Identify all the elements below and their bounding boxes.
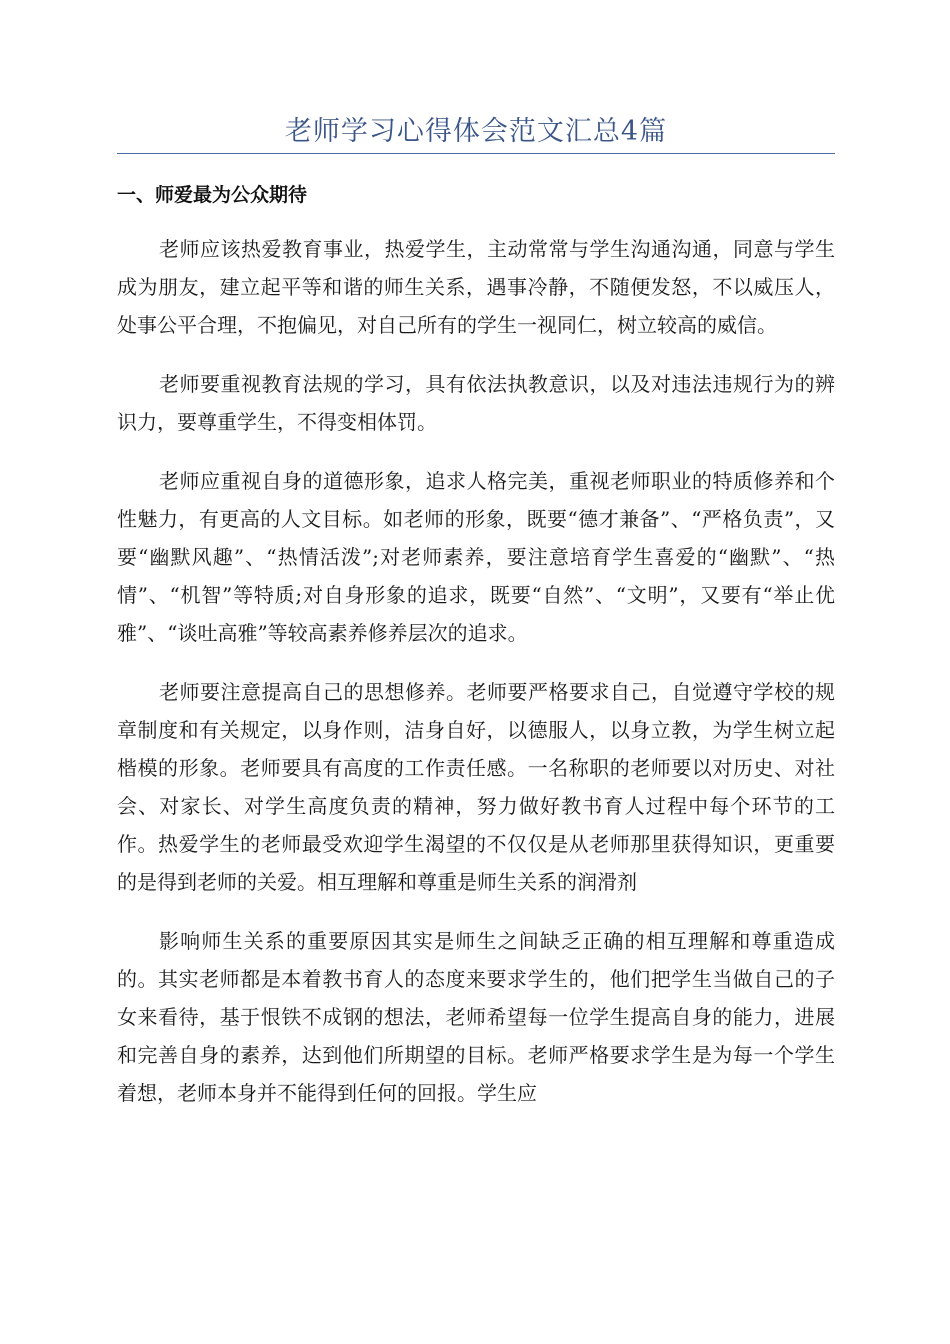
title-underline-divider (117, 153, 835, 154)
paragraph-3: 老师应重视自身的道德形象，追求人格完美，重视老师职业的特质修养和个性魅力，有更高的人文目标。如老师的形象，既要“德才兼备”、“严格负责”，又要“幽默风趣”、“热情活泼”;对老师素养，要注意培育学生喜爱的“幽默”、“热情”、“机智”等特质;对自身形象的追求，既要“自然”、“文明”，又要有“举止优雅”、“谈吐高雅”等较高素养修养层次的追求。 (117, 469, 835, 645)
section-heading: 一、师爱最为公众期待 (117, 184, 308, 206)
paragraph-5: 影响师生关系的重要原因其实是师生之间缺乏正确的相互理解和尊重造成的。其实老师都是本着教书育人的态度来要求学生的，他们把学生当做自己的子女来看待，基于恨铁不成钢的想法，老师希望每一位学生提高自身的能力，进展和完善自身的素养，达到他们所期望的目标。老师严格要求学生是为每一个学生着想，老师本身并不能得到任何的回报。学生应 (117, 929, 835, 1105)
document-title: 老师学习心得体会范文汇总4篇 (284, 116, 668, 147)
paragraph-4: 老师要注意提高自己的思想修养。老师要严格要求自己，自觉遵守学校的规章制度和有关规定，以身作则，洁身自好，以德服人，以身立教，为学生树立起楷模的形象。老师要具有高度的工作责任感。一名称职的老师要以对历史、对社会、对家长、对学生高度负责的精神，努力做好教书育人过程中每个环节的工作。热爱学生的老师最受欢迎学生渴望的不仅仅是从老师那里获得知识，更重要的是得到老师的关爱。相互理解和尊重是师生关系的润滑剂 (117, 680, 835, 894)
paragraph-2: 老师要重视教育法规的学习，具有依法执教意识，以及对违法违规行为的辨识力，要尊重学生，不得变相体罚。 (117, 372, 835, 434)
paragraph-1: 老师应该热爱教育事业，热爱学生，主动常常与学生沟通沟通，同意与学生成为朋友，建立起平等和谐的师生关系，遇事冷静，不随便发怒，不以威压人，处事公平合理，不抱偏见，对自己所有的学生一视同仁，树立较高的威信。 (117, 237, 835, 337)
body-text (117, 230, 835, 1133)
